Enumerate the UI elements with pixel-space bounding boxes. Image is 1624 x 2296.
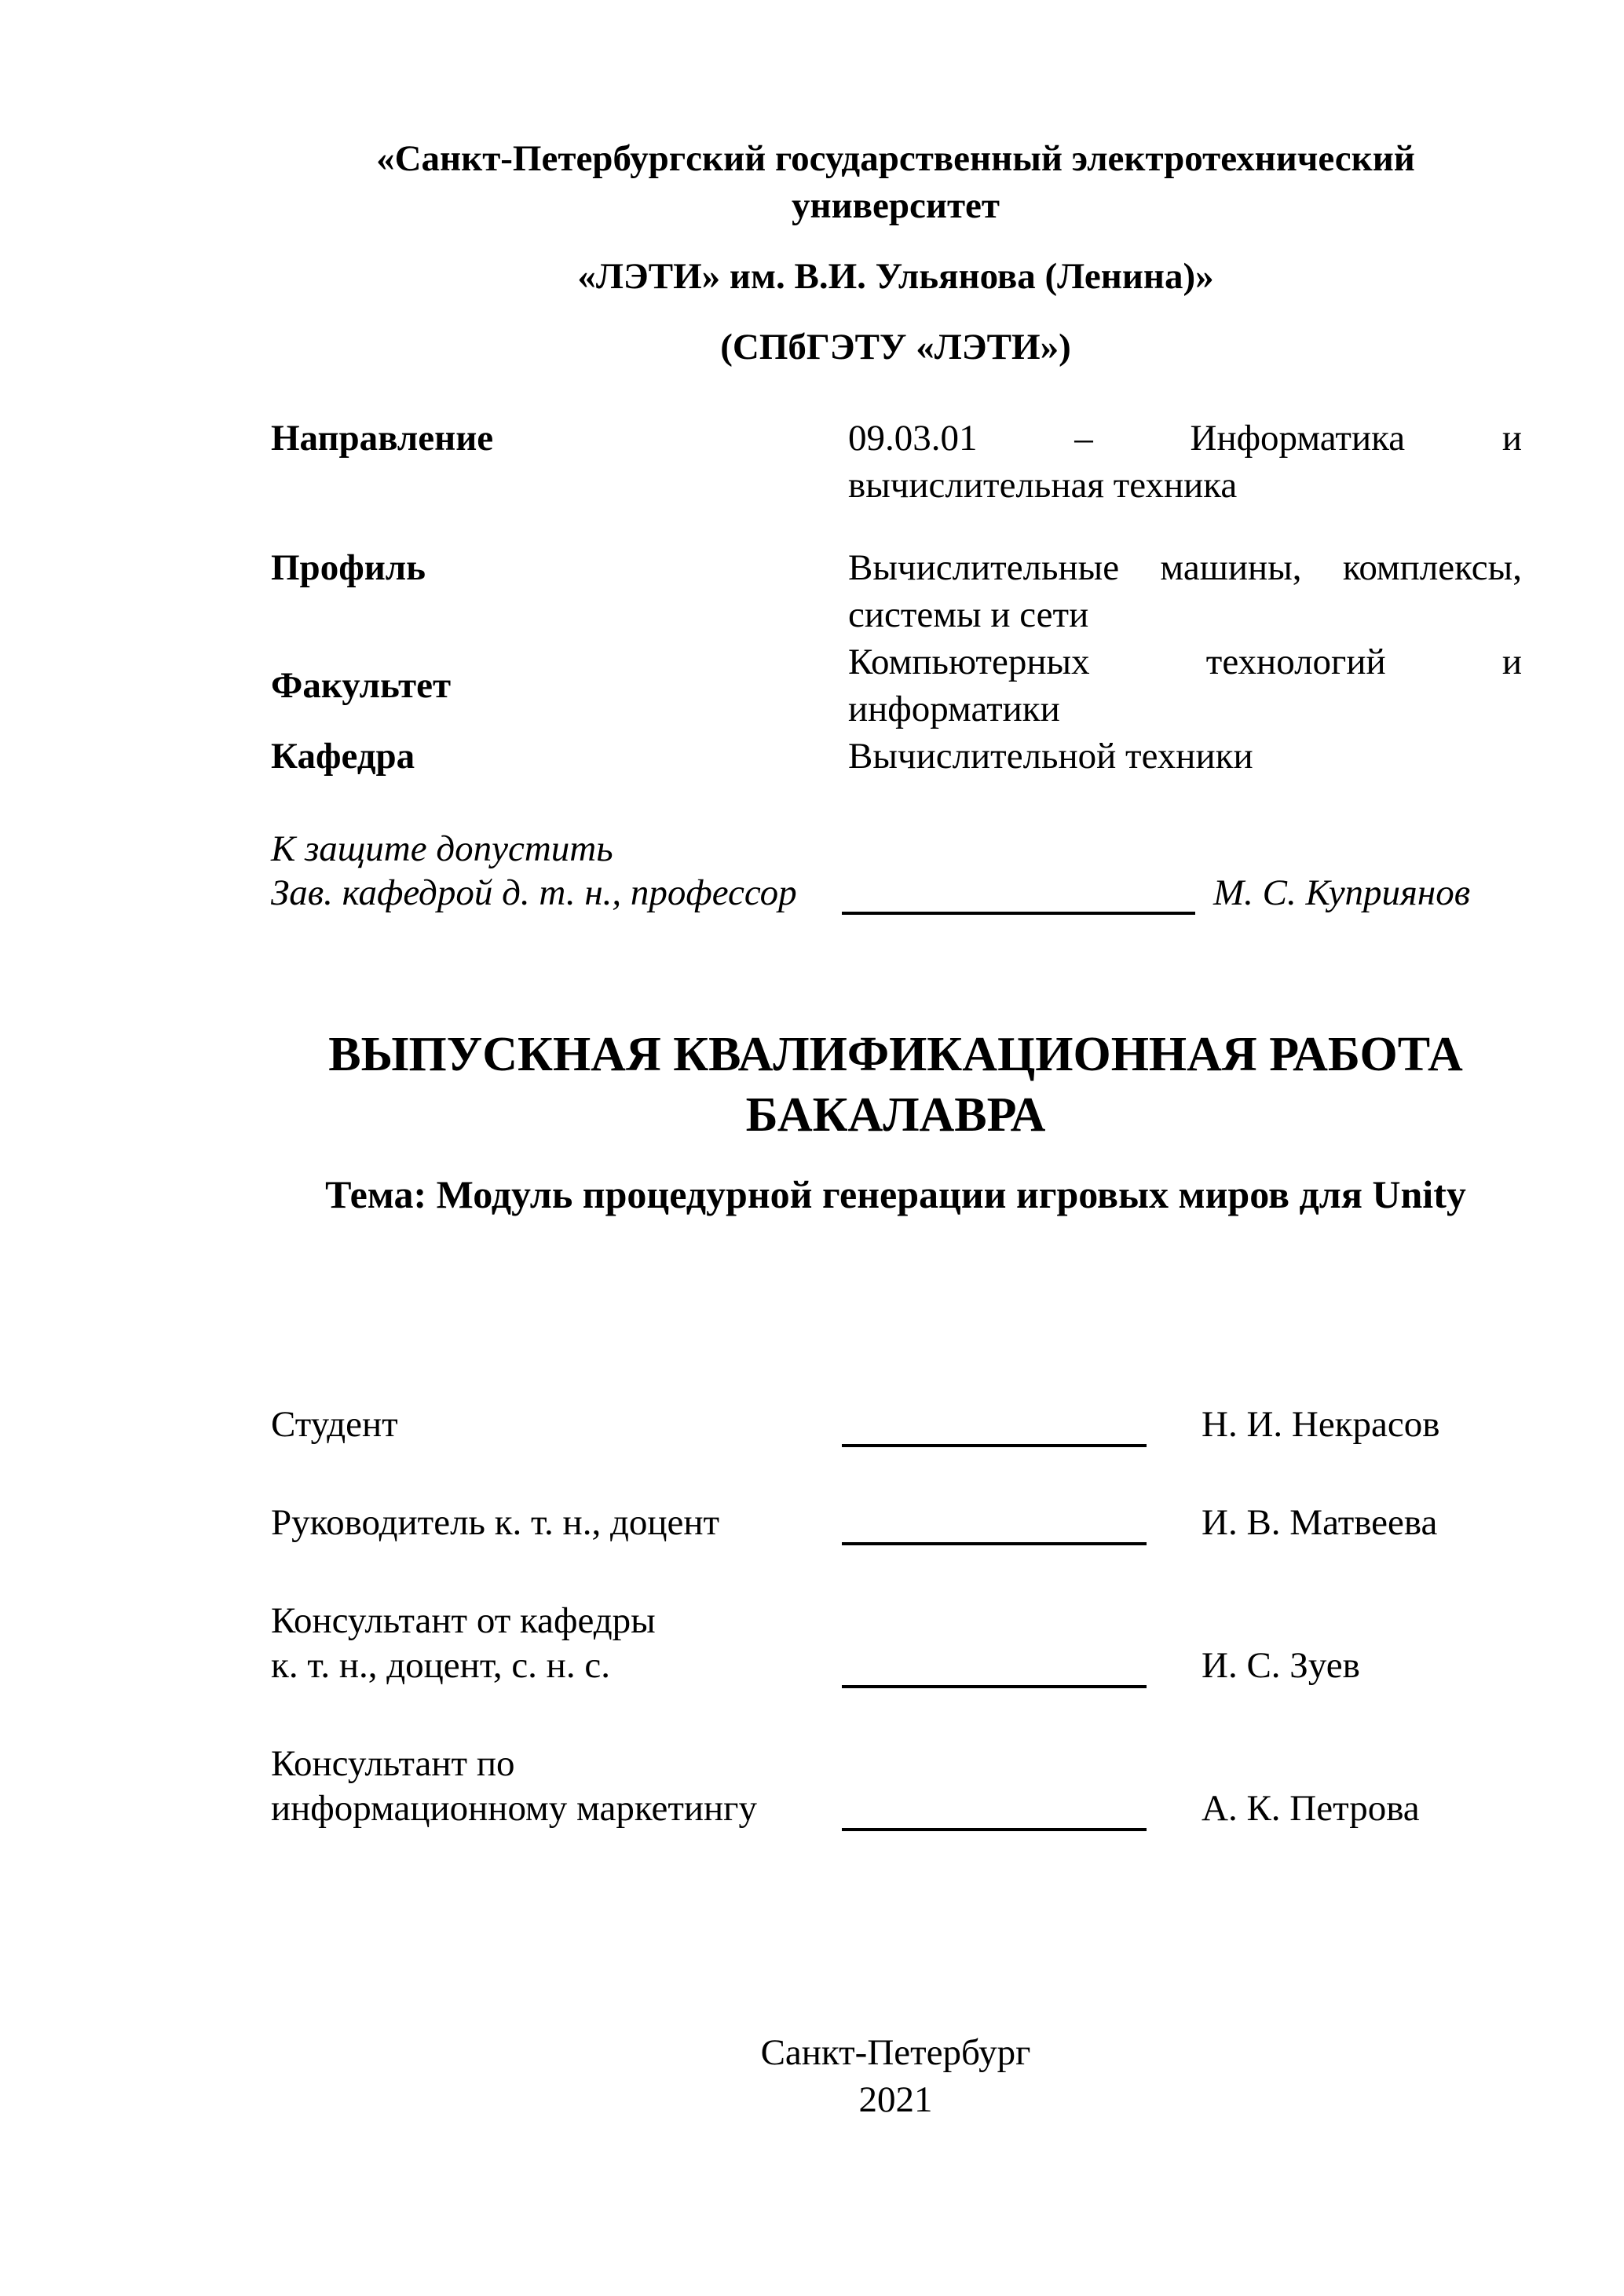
signature-line xyxy=(842,1643,1147,1688)
marketing-consultant-row xyxy=(271,1742,1520,1831)
signature-line xyxy=(842,877,1195,915)
department-consultant-label: Консультант от кафедры к. т. н., доцент, с. н. с. xyxy=(271,1600,656,1686)
signature-line xyxy=(842,1402,1147,1447)
department-label: Кафедра xyxy=(271,736,415,777)
head-of-department-row xyxy=(271,871,1520,915)
profile-label: Профиль xyxy=(271,547,426,588)
student-row xyxy=(271,1402,1520,1447)
direction-value: 09.03.01 – Информатика и вычислительная техника xyxy=(848,418,1522,506)
signatures-block xyxy=(271,1402,1520,1831)
department-value: Вычислительной техники xyxy=(848,736,1253,777)
supervisor-name: И. В. Матвеева xyxy=(1202,1502,1438,1543)
thesis-topic: Тема: Модуль процедурной генерации игровых миров для Unity xyxy=(325,1172,1466,1216)
direction-row xyxy=(271,415,1520,509)
supervisor-row xyxy=(271,1501,1520,1545)
profile-value: Вычислительные машины, комплексы, системы и сети xyxy=(848,547,1522,635)
faculty-label: Факультет xyxy=(271,665,452,706)
admission-note: К защите допустить xyxy=(271,828,613,869)
footer-city: Санкт-Петербург xyxy=(760,2032,1031,2073)
thesis-title-line-2: БАКАЛАВРА xyxy=(745,1088,1046,1142)
signature-line xyxy=(842,1786,1147,1831)
program-info-table xyxy=(271,415,1520,780)
footer xyxy=(271,2029,1520,2123)
department-consultant-row xyxy=(271,1599,1520,1688)
faculty-value: Компьютерных технологий и информатики xyxy=(848,642,1522,729)
student-name: Н. И. Некрасов xyxy=(1202,1404,1440,1445)
supervisor-label: Руководитель к. т. н., доцент xyxy=(271,1502,720,1543)
university-header xyxy=(271,135,1520,371)
marketing-consultant-name: А. К. Петрова xyxy=(1202,1788,1420,1829)
university-abbreviation: (СПбГЭТУ «ЛЭТИ») xyxy=(720,327,1071,367)
head-of-department-label: Зав. кафедрой д. т. н., профессор xyxy=(271,872,797,913)
footer-year: 2021 xyxy=(858,2079,933,2120)
profile-row xyxy=(271,544,1520,638)
thesis-title-line-1: ВЫПУСКНАЯ КВАЛИФИКАЦИОННАЯ РАБОТА xyxy=(328,1028,1463,1081)
university-name-line-1: «Санкт-Петербургский государственный электротехнический университет xyxy=(376,138,1415,226)
head-of-department-name: М. С. Куприянов xyxy=(1213,872,1471,913)
department-row xyxy=(271,733,1520,780)
approval-block xyxy=(271,827,1520,915)
department-consultant-name: И. С. Зуев xyxy=(1202,1645,1360,1686)
direction-label: Направление xyxy=(271,418,494,459)
marketing-consultant-label: Консультант по информационному маркетингу xyxy=(271,1743,757,1829)
signature-line xyxy=(842,1501,1147,1545)
university-name-line-2: «ЛЭТИ» им. В.И. Ульянова (Ленина)» xyxy=(577,256,1214,297)
faculty-row xyxy=(271,638,1520,733)
thesis-title xyxy=(271,1025,1520,1146)
student-label: Студент xyxy=(271,1404,398,1445)
